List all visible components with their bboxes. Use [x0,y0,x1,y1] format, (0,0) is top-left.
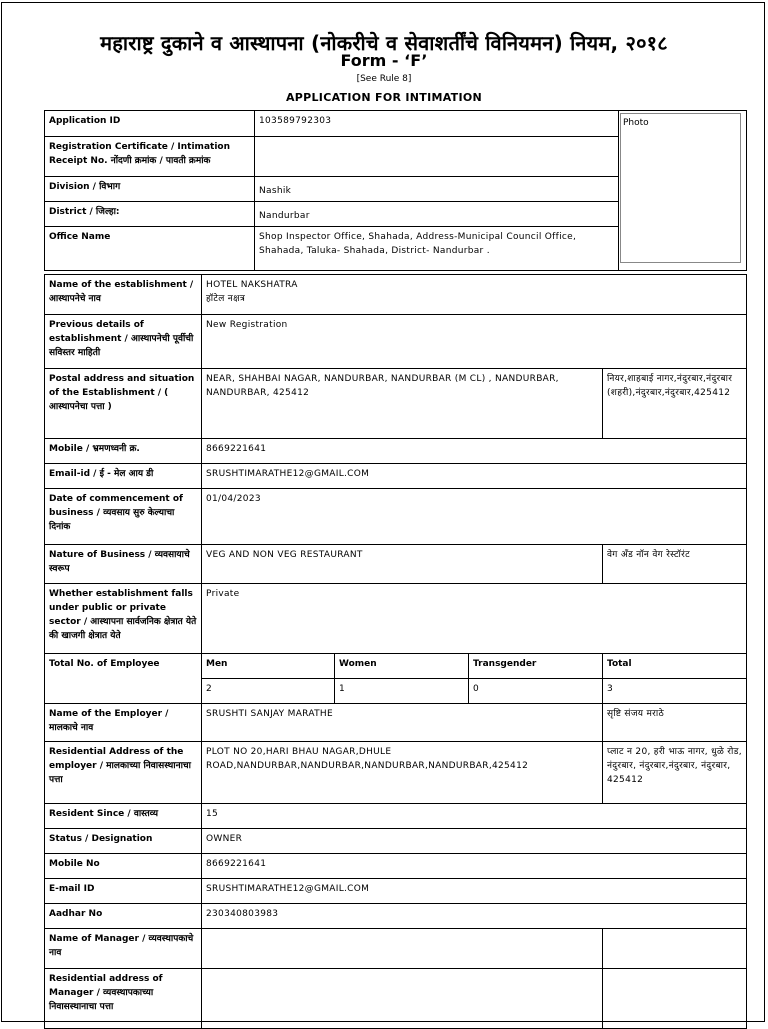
registration-value [255,137,619,177]
commencement-value: 01/04/2023 [202,489,747,545]
employer-name-value: SRUSHTI SANJAY MARATHE [202,704,603,742]
title-marathi: महाराष्ट्र दुकाने व आस्थापना (नोकरीचे व सेवाशर्तींचे विनियमन) नियम, २०१८ [100,31,668,55]
status-label: Status / Designation [45,829,202,854]
manager-address-marathi [603,969,747,1029]
employer-name-marathi: सृष्टि संजय मराठे [603,704,747,742]
establishment-name-value [202,275,747,315]
employer-address-label: Residential Address of the employer / मालकाच्या निवासस्थानाचा पत्ता [45,742,202,804]
establishment-name-mr: हॉटेल नक्षत्र [206,294,246,304]
manager-address-value [202,969,603,1029]
nature-of-business-label: Nature of Business / व्यवसायाचे स्वरूप [45,545,202,584]
application-id-label: Application ID [45,111,255,137]
photo-box [620,113,741,263]
postal-address-label: Postal address and situation of the Establishment / ( आस्थापनेचा पत्ता ) [45,369,202,439]
manager-name-marathi [603,929,747,969]
manager-name-value [202,929,603,969]
aadhar-label: Aadhar No [45,904,202,929]
division-value: Nashik [255,177,619,202]
mobile-no-label: Mobile No [45,854,202,879]
employee-header-transgender: Transgender [469,654,603,679]
application-id-value: 103589792303 [255,111,619,137]
sector-value: Private [202,584,747,654]
previous-details-value: New Registration [202,315,747,369]
manager-name-label: Name of Manager / व्यवस्थापकाचे नाव [45,929,202,969]
resident-since-value: 15 [202,804,747,829]
establishment-name-en: HOTEL NAKSHATRA [206,280,298,290]
employee-count-women: 1 [335,679,469,704]
employee-count-transgender: 0 [469,679,603,704]
employee-count-total: 3 [603,679,747,704]
aadhar-value: 230340803983 [202,904,747,929]
email-value: SRUSHTIMARATHE12@GMAIL.COM [202,464,747,489]
photo-label: Photo [623,118,649,128]
district-value: Nandurbar [255,202,619,227]
employee-header-total: Total [603,654,747,679]
postal-address-value: NEAR, SHAHBAI NAGAR, NANDURBAR, NANDURBAR (M CL) , NANDURBAR, NANDURBAR, 425412 [202,369,603,439]
commencement-label: Date of commencement of business / व्यवसाय सुरु केल्याचा दिनांक [45,489,202,545]
employee-total-label: Total No. of Employee [45,654,202,704]
rule-reference: [See Rule 8] [356,74,412,84]
mobile-value: 8669221641 [202,439,747,464]
previous-details-label: Previous details of establishment / आस्थापनेची पूर्वीची सविस्तर माहिती [45,315,202,369]
establishment-name-label: Name of the establishment / आस्थापनेचे नाव [45,275,202,315]
employer-address-value: PLOT NO 20,HARI BHAU NAGAR,DHULE ROAD,NANDURBAR,NANDURBAR,NANDURBAR,NANDURBAR,425412 [202,742,603,804]
employer-name-label: Name of the Employer / मालकाचे नाव [45,704,202,742]
status-value: OWNER [202,829,747,854]
resident-since-label: Resident Since / वास्तव्य [45,804,202,829]
nature-of-business-marathi: वेग अँड नॉन वेग रेस्टॉरंट [603,545,747,584]
employer-address-marathi: प्लाट न 20, हरी भाऊ नागर, धुळे रोड, नंदुरबार, नंदुरबार,नंदुरबार, नंदुरबार, 425412 [603,742,747,804]
employee-header-men: Men [202,654,335,679]
postal-address-marathi: नियर,शाहबाई नागर,नंदुरबार,नंदुरबार (शहरी),नंदुरबार,नंदुरबार,425412 [603,369,747,439]
establishment-details-table [44,274,747,1029]
email-id-label: E-mail ID [45,879,202,904]
manager-address-label: Residential address of Manager / व्यवस्थापकाच्या निवासस्थानाचा पत्ता [45,969,202,1029]
mobile-no-value: 8669221641 [202,854,747,879]
sector-label: Whether establishment falls under public or private sector / आस्थापना सार्वजनिक क्षेत्रात येते की खाजगी क्षेत्रात येते [45,584,202,654]
nature-of-business-value: VEG AND NON VEG RESTAURANT [202,545,603,584]
email-id-value: SRUSHTIMARATHE12@GMAIL.COM [202,879,747,904]
district-label: District / जिल्हा: [45,202,255,227]
office-name-label: Office Name [45,227,255,271]
email-label: Email-id / ई - मेल आय डी [45,464,202,489]
office-name-value: Shop Inspector Office, Shahada, Address-Municipal Council Office, Shahada, Taluka- Shahada, District- Nandurbar . [255,227,619,271]
mobile-label: Mobile / भ्रमणध्वनी क्र. [45,439,202,464]
form-title: Form - ‘F’ [340,51,428,70]
division-label: Division / विभाग [45,177,255,202]
employee-header-women: Women [335,654,469,679]
employee-count-men: 2 [202,679,335,704]
registration-label: Registration Certificate / Intimation Receipt No. नोंदणी क्रमांक / पावती क्रमांक [45,137,255,177]
application-subtitle: APPLICATION FOR INTIMATION [285,91,483,104]
